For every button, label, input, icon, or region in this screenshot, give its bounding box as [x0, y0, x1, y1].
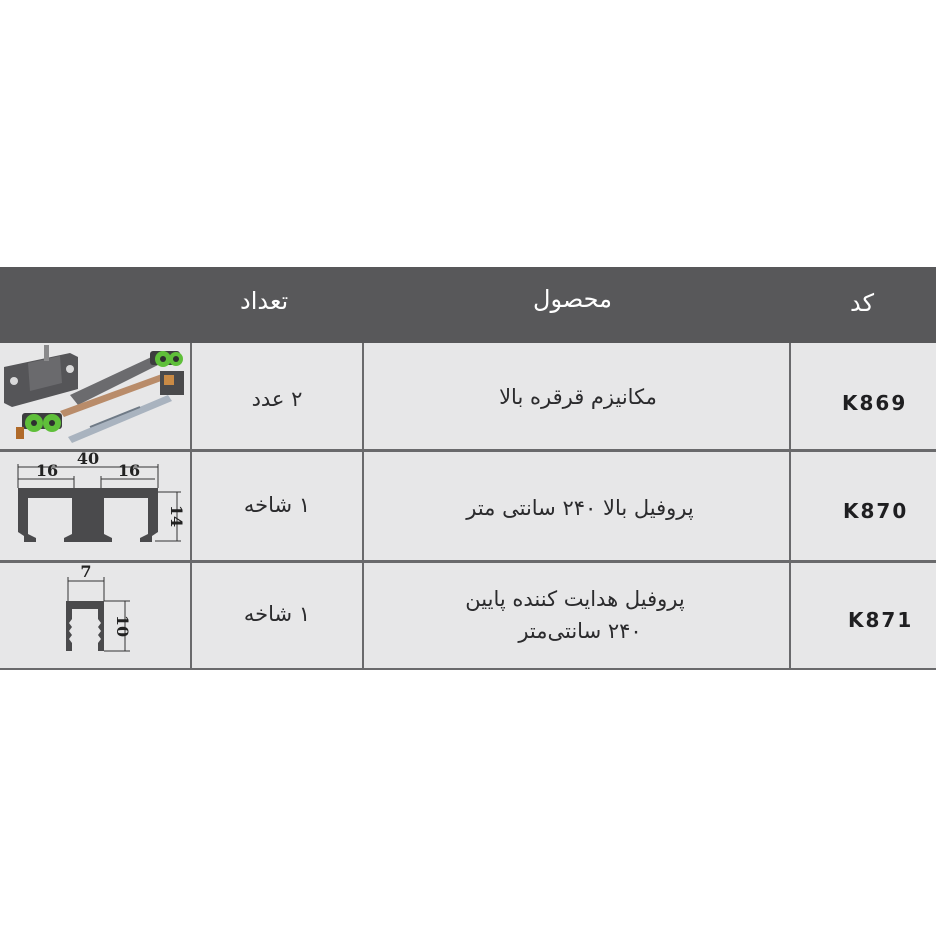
dim-right: 16: [117, 461, 141, 480]
table-header: [0, 267, 936, 343]
dim-total: 40: [76, 452, 100, 468]
row-quantity: ۱ شاخه: [243, 602, 311, 626]
dim-left: 16: [35, 461, 59, 480]
roller-mechanism-image: [0, 343, 190, 449]
upper-profile-diagram: [0, 452, 190, 560]
row-code: K871: [848, 608, 914, 632]
dim-height: 14: [167, 504, 186, 528]
lower-guide-profile-diagram: [0, 563, 190, 668]
row-divider: [0, 668, 936, 670]
row-product-line2: ۲۴۰ سانتی‌متر: [518, 619, 642, 643]
header-product: محصول: [533, 285, 612, 313]
column-divider: [362, 343, 364, 670]
row-product: مکانیزم قرقره بالا: [499, 385, 657, 409]
row-quantity: ۱ شاخه: [243, 493, 311, 517]
header-quantity: تعداد: [240, 287, 289, 315]
row-code: K870: [843, 499, 909, 523]
dim-height: 10: [113, 614, 132, 638]
header-code: کد: [850, 289, 875, 317]
dim-width: 7: [80, 563, 92, 581]
column-divider: [789, 343, 791, 670]
row-product: پروفیل بالا ۲۴۰ سانتی متر: [466, 496, 694, 520]
row-product-line1: پروفیل هدایت کننده پایین: [465, 587, 685, 611]
column-divider: [190, 343, 192, 670]
row-code: K869: [842, 391, 908, 415]
row-quantity: ۲ عدد: [251, 387, 303, 411]
